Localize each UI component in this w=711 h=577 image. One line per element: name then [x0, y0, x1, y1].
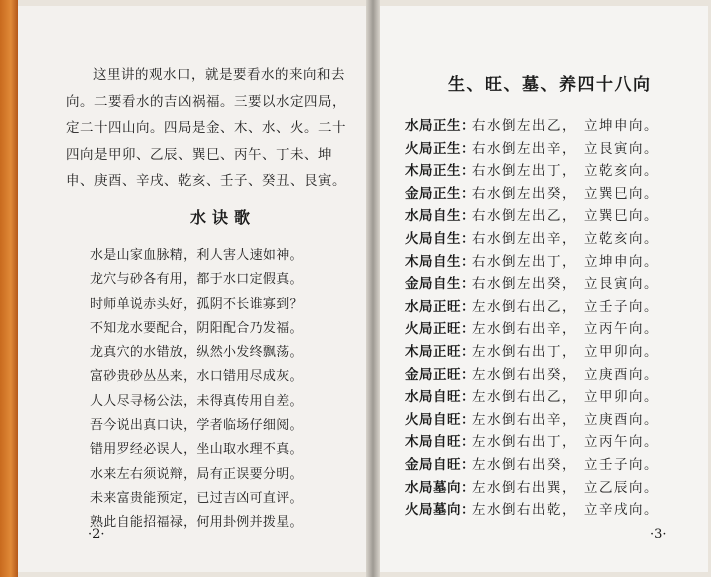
row-flow: 左水倒右出辛， — [472, 411, 577, 428]
row-flow: 右水倒左出乙， — [472, 118, 577, 134]
poem-line: 水来左右须说辩，局有正误要分明。 — [90, 466, 303, 482]
row-direction: 立丙午向。 — [584, 434, 659, 451]
row-flow: 右水倒左出辛， — [472, 230, 577, 247]
paragraph-line: 申、庚酉、辛戌、乾亥、壬子、癸丑、艮寅。 — [66, 173, 346, 189]
list-item — [405, 114, 700, 137]
row-direction: 立壬子向。 — [584, 298, 659, 315]
list-item — [405, 227, 700, 250]
row-head: 水局墓向： — [405, 479, 475, 496]
row-direction: 立辛戌向。 — [584, 502, 659, 519]
row-head: 木局自旺： — [405, 434, 475, 451]
poem-title: 水诀歌 — [190, 208, 257, 227]
list-item — [405, 182, 700, 205]
list-item — [405, 204, 700, 227]
row-head: 金局正旺： — [405, 366, 475, 383]
section-title: 生、旺、墓、养四十八向 — [448, 75, 652, 95]
row-head: 木局正旺： — [405, 343, 475, 360]
row-flow: 左水倒右出乾， — [472, 502, 577, 519]
book-cover-edge — [0, 0, 18, 577]
row-head: 火局正生： — [405, 140, 475, 157]
intro-paragraph — [66, 62, 346, 195]
row-head: 水局正旺： — [405, 298, 475, 315]
list-item — [405, 340, 700, 363]
direction-list — [405, 114, 700, 521]
list-item — [405, 498, 700, 521]
row-flow: 左水倒右出乙， — [472, 389, 577, 406]
poem-line: 时师单说赤头好，孤阴不长谁寡到？ — [90, 296, 303, 312]
poem-line: 富砂贵砂丛丛来，水口错用尽成灰。 — [90, 369, 303, 385]
list-item — [405, 317, 700, 340]
row-flow: 左水倒右出癸， — [472, 456, 577, 473]
row-direction: 立庚酉向。 — [584, 366, 659, 383]
list-item — [405, 159, 700, 182]
list-item — [405, 453, 700, 476]
row-direction: 立丙午向。 — [584, 321, 659, 338]
page-number-left: ·2· — [88, 527, 105, 542]
row-flow: 左水倒右出癸， — [472, 366, 577, 383]
row-head: 金局正生： — [405, 185, 475, 202]
row-head: 火局正旺： — [405, 321, 475, 338]
list-item — [405, 272, 700, 295]
list-item — [405, 137, 700, 160]
poem-line: 人人尽寻杨公法，未得真传用自差。 — [90, 393, 303, 409]
row-head: 金局自生： — [405, 276, 475, 293]
poem-line: 错用罗经必误人，坐山取水理不真。 — [90, 442, 303, 458]
poem-line: 龙真穴的水错放，纵然小发终飘荡。 — [90, 345, 303, 361]
row-direction: 立艮寅向。 — [584, 140, 659, 157]
book-gutter — [366, 0, 380, 577]
list-item — [405, 295, 700, 318]
row-direction: 立甲卯向。 — [584, 343, 659, 360]
list-item — [405, 430, 700, 453]
row-direction: 立甲卯向。 — [584, 389, 659, 406]
row-head: 金局自旺： — [405, 456, 475, 473]
row-direction: 立乙辰向。 — [584, 479, 659, 496]
paragraph-line: 向。二要看水的吉凶祸福。三要以水定四局， — [66, 93, 346, 110]
row-head: 火局自生： — [405, 230, 475, 247]
row-direction: 立坤申向。 — [584, 118, 659, 134]
row-direction: 立坤申向。 — [584, 253, 659, 270]
row-head: 火局墓向： — [405, 502, 475, 519]
row-direction: 立乾亥向。 — [584, 163, 659, 180]
row-direction: 立艮寅向。 — [584, 276, 659, 293]
row-flow: 右水倒左出辛， — [472, 140, 577, 157]
row-direction: 立巽巳向。 — [584, 208, 659, 225]
list-item — [405, 408, 700, 431]
row-flow: 左水倒右出辛， — [472, 321, 577, 338]
list-item — [405, 476, 700, 499]
poem-line: 龙穴与砂各有用，都于水口定假真。 — [90, 272, 303, 288]
list-item — [405, 250, 700, 273]
row-flow: 右水倒左出癸， — [472, 276, 577, 293]
row-flow: 左水倒右出乙， — [472, 298, 577, 315]
poem-line: 未来富贵能预定，已过吉凶可直评。 — [90, 490, 303, 506]
poem-line: 不知龙水要配合，阴阳配合乃发福。 — [90, 320, 303, 336]
row-head: 木局自生： — [405, 253, 475, 270]
row-head: 水局自生： — [405, 208, 475, 225]
row-direction: 立巽巳向。 — [584, 185, 659, 202]
page-number-right: ·3· — [650, 527, 667, 542]
poem-line: 吾今说出真口诀，学者临场仔细阅。 — [90, 418, 303, 434]
row-flow: 右水倒左出丁， — [472, 163, 577, 180]
paragraph-line: 四向是甲卯、乙辰、巽巳、丙午、丁未、坤 — [66, 146, 332, 163]
row-direction: 立乾亥向。 — [584, 230, 659, 247]
list-item — [405, 363, 700, 386]
poem-line: 水是山家血脉精，利人害人速如神。 — [90, 248, 303, 263]
row-flow: 左水倒右出巽， — [472, 479, 577, 496]
list-item — [405, 385, 700, 408]
poem — [90, 244, 350, 536]
row-flow: 左水倒右出丁， — [472, 434, 577, 451]
row-head: 水局自旺： — [405, 389, 475, 406]
row-flow: 右水倒左出癸， — [472, 185, 577, 202]
row-flow: 右水倒左出乙， — [472, 208, 577, 225]
row-head: 木局正生： — [405, 163, 475, 180]
row-head: 水局正生： — [405, 118, 475, 134]
row-flow: 左水倒右出丁， — [472, 343, 577, 360]
paragraph-line: 这里讲的观水口，就是要看水的来向和去 — [93, 67, 345, 83]
row-head: 火局自旺： — [405, 411, 475, 428]
paragraph-line: 定二十四山向。四局是金、木、水、火。二十 — [66, 120, 346, 136]
row-direction: 立庚酉向。 — [584, 411, 659, 428]
poem-line: 熟此自能招福禄，何用卦例并拨星。 — [90, 515, 303, 531]
row-flow: 右水倒左出丁， — [472, 253, 577, 270]
row-direction: 立壬子向。 — [584, 456, 659, 473]
